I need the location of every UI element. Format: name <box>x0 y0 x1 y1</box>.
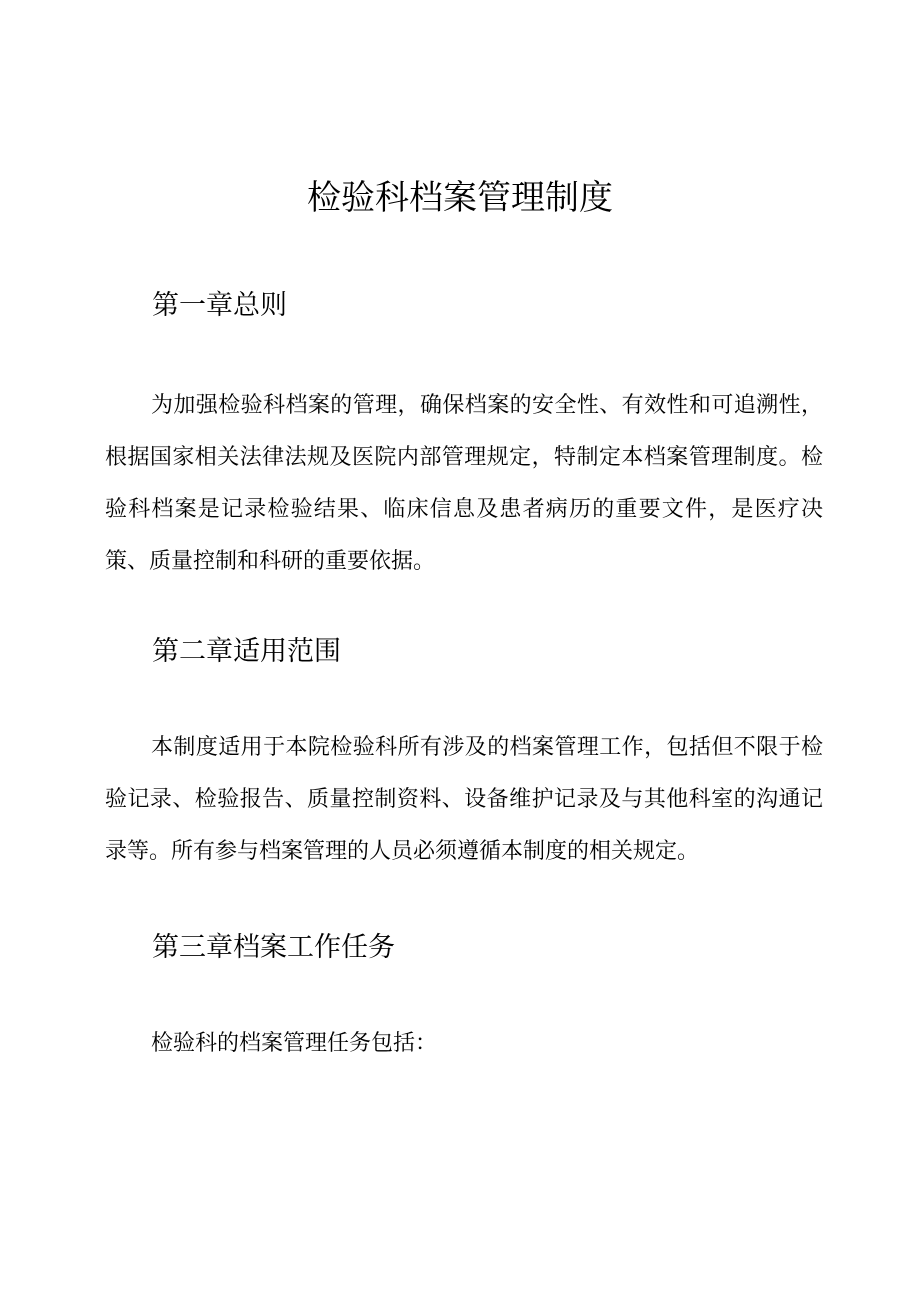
chapter-heading-scope: 第二章适用范围 <box>152 636 341 667</box>
chapter-heading-general: 第一章总则 <box>152 290 287 321</box>
paragraph-scope: 本制度适用于本院检验科所有涉及的档案管理工作，包括但不限于检验记录、检验报告、质量控制资料、设备维护记录及与其他科室的沟通记录等。所有参与档案管理的人员必须遵循本制度的相关规定。 <box>105 735 823 864</box>
chapter-heading-tasks: 第三章档案工作任务 <box>152 932 395 963</box>
paragraph-general: 为加强检验科档案的管理，确保档案的安全性、有效性和可追溯性，根据国家相关法律法规及医院内部管理规定，特制定本档案管理制度。检验科档案是记录检验结果、临床信息及患者病历的重要文件，是医疗决策、质量控制和科研的重要依据。 <box>105 393 823 574</box>
paragraph-tasks: 检验科的档案管理任务包括： <box>151 1031 438 1056</box>
document-title: 检验科档案管理制度 <box>307 178 613 218</box>
